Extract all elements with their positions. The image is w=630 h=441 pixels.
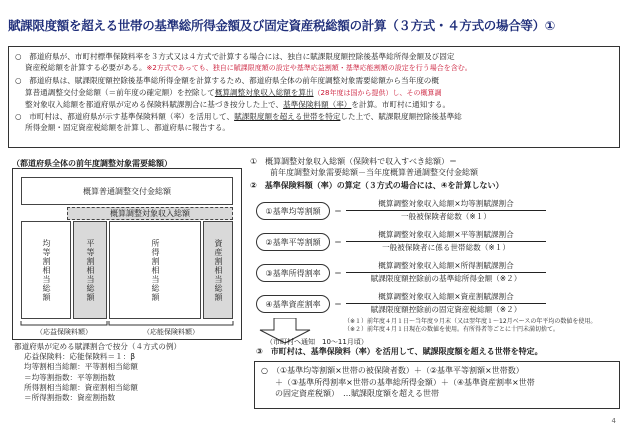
- col-kinto: 均等割相当総額: [21, 221, 71, 319]
- kaisan-futsu-box: 概算普通調整交付金総額: [21, 177, 233, 205]
- note-red: ※2方式であっても、独自に賦課限度額の設定や基準応益割額・基準応能割額の設定を行う場合を含む。: [146, 64, 472, 73]
- left-bottom-text: 都道府県が定める賦課割合で按分（４方式の例） 応益保険料：応能保険料＝１：β 均等割相当総額：平等割相当総額 ＝均等割指数：平等割指数 所得割相当総額：資産割相当総額 ＝所得割指数：資産割指数: [14, 342, 182, 403]
- eq-shisan-label: ④基準資産割率: [256, 295, 330, 313]
- notify-timing: （市町村へ通知 10～11月頃）: [266, 338, 368, 346]
- eq-sign-2: ＝: [334, 238, 342, 247]
- step-2: ② 基準保険料額（率）の算定（３方式の場合には、④を計算しない）: [250, 181, 504, 190]
- eq-shotoku-frac: 概算調整対象収入総額×所得割賦課割合 賦課限度額控除前の基準総所得金額（※２）: [346, 260, 546, 284]
- step-1: ① 概算調整対象収入総額（保険料で収入すべき総額）＝ 前年度調整対象需要総額－当年度概算普通調整交付金総額: [250, 157, 478, 177]
- step-3: ③ 市町村は、基準保険料（率）を活用して、賦課限度額を超える世帯を特定。: [256, 347, 543, 356]
- col-shotoku: 所得割相当総額: [109, 221, 201, 319]
- ounou-label: （応能保険料額）: [143, 328, 199, 336]
- oueki-label: （応益保険料額）: [36, 328, 92, 336]
- formula-box: ○ （①基準均等割額×世帯の被保険者数）＋（②基準平等割額×世帯数） ＋（③基準所得割率×世帯の基準総所得金額）＋（④基準資産割率×世帯 の固定資産税額） …賦課限度額を超える世帯: [254, 361, 620, 409]
- summary-paragraph-2: ○ 都道府県は、賦課限度額控除後基準総所得金額を計算するため、都道府県全体の前年度調整対象需要総額から当年度の概 算普通調整交付金総額（＝前年度の確定額）を控除して概算調整対象収入総額を算出（28年度は国から提供）し、その概算調 整対象収入総額を都道府県が定める保険料賦課割合に基づき按分した上で、基準保険料額（率）を計算。市町村に通知する。: [15, 76, 451, 109]
- page-title: 賦課限度額を超える世帯の基準総所得金額及び固定資産税総額の計算（３方式・４方式の場合等）①: [8, 18, 556, 33]
- eq-byodo-label: ②基準平等割額: [256, 233, 330, 251]
- summary-paragraph-1: ○ 都道府県が、市町村標準保険料率を３方式又は４方式で計算する場合には、独自に賦課限度額控除後基準総所得金額及び固定 資産税総額を計算する必要がある。※2方式であっても、独自に賦課限度額の設定や基準応益割額・基準応能割額の設定を行う場合を含む。: [15, 52, 472, 73]
- footnotes: （※１）前年度４月１日～当年度９月末（又は翌年度１～12月ベースの年平均の数値を使用。 （※２）前年度４月１日現在の数値を使用。有所得者等ごとに十円未満切捨て。: [344, 318, 597, 333]
- col-byodo: 平等割相当総額: [73, 221, 107, 319]
- eq-sign-4: ＝: [334, 300, 342, 309]
- eq-sign-3: ＝: [334, 269, 342, 278]
- col-shisan: 資産割相当総額: [203, 221, 233, 319]
- eq-shisan-frac: 概算調整対象収入総額×資産割賦課割合 賦課限度額控除前の固定資産税総額（※２）: [346, 291, 546, 315]
- eq-kinto-label: ①基準均等割額: [256, 202, 330, 220]
- summary-box: [8, 46, 620, 148]
- kaisan-chosei-box: 概算調整対象収入総額: [67, 207, 233, 220]
- left-diagram: [12, 168, 242, 340]
- eq-byodo-frac: 概算調整対象収入総額×平等割賦課割合 一般被保険者に係る世帯総数（※１）: [346, 229, 546, 253]
- page-number: 4: [611, 417, 616, 425]
- left-heading: （都道府県全体の前年度調整対象需要総額）: [12, 159, 172, 168]
- summary-paragraph-3: ○ 市町村は、都道府県が示す基準保険料額（率）を活用して、賦課限度額を超える世帯を特定した上で、賦課限度額控除後基準総 所得金額・固定資産税総額を計算し、都道府県に報告する。: [15, 112, 462, 133]
- eq-kinto-frac: 概算調整対象収入総額×均等割賦課割合 一般被保険者総数（※１）: [346, 198, 546, 222]
- eq-sign-1: ＝: [334, 207, 342, 216]
- eq-shotoku-label: ③基準所得割率: [256, 264, 330, 282]
